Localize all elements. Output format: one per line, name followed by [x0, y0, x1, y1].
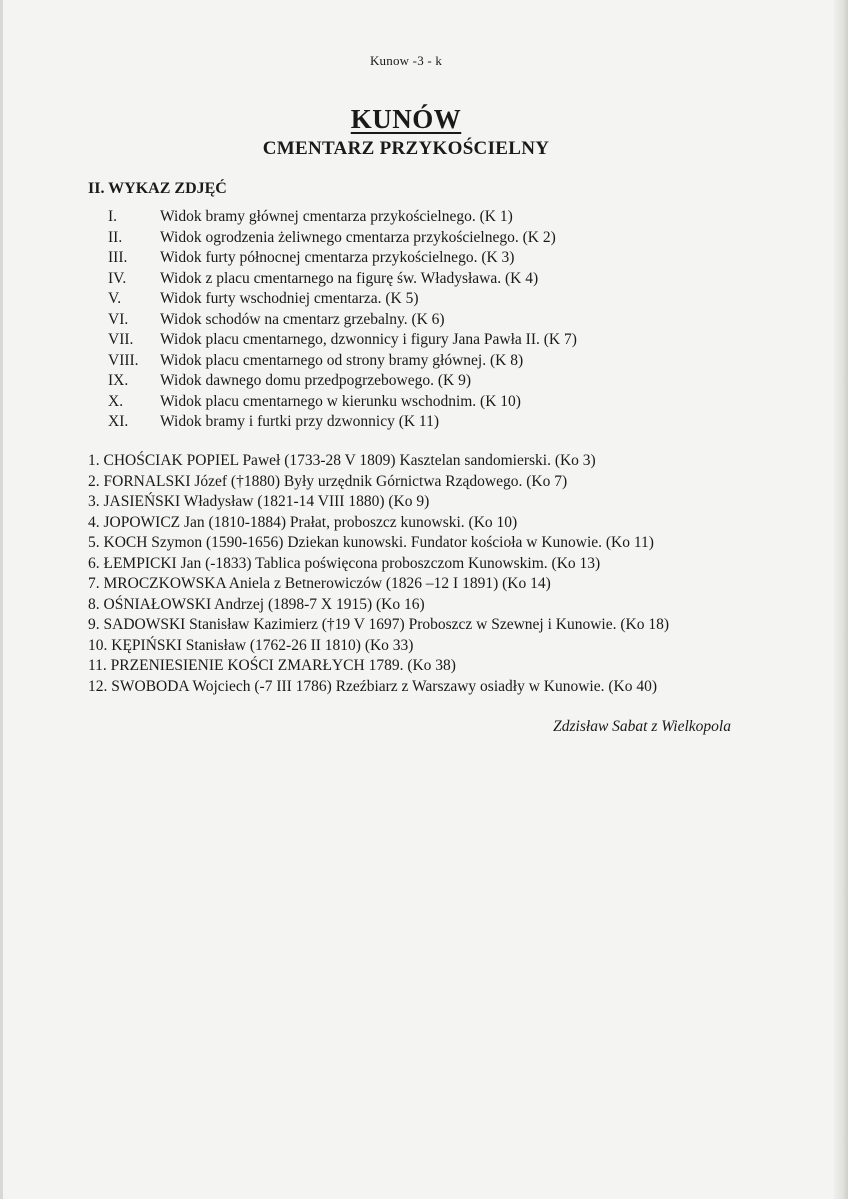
photo-description: Widok placu cmentarnego w kierunku wschodnim. (K 10)	[160, 392, 521, 410]
photo-number: II.	[108, 228, 123, 246]
photo-description: Widok dawnego domu przedpogrzebowego. (K 9)	[160, 372, 472, 389]
photo-number: XI.	[108, 413, 129, 430]
photo-item	[108, 248, 748, 269]
person-entry: 8. OŚNIAŁOWSKI Andrzej (1898-7 X 1915) (Ko 16)	[88, 595, 425, 613]
page-subtitle: CMENTARZ PRZYKOŚCIELNY	[262, 138, 550, 159]
person-entry: 11. PRZENIESIENIE KOŚCI ZMARŁYCH 1789. (Ko 38)	[88, 657, 456, 674]
photo-item	[108, 392, 748, 413]
page-edge-right	[834, 0, 848, 1199]
person-entry: 5. KOCH Szymon (1590-1656) Dziekan kunowski. Fundator kościoła w Kunowie. (Ko 11)	[88, 534, 654, 551]
photo-item	[108, 412, 748, 433]
author-signature: Zdzisław Sabat z Wielkopola	[553, 718, 731, 735]
photo-number: VIII.	[108, 351, 139, 369]
photo-description: Widok bramy i furtki przy dzwonnicy (K 11)	[160, 413, 440, 430]
photo-description: Widok ogrodzenia żeliwnego cmentarza przykościelnego. (K 2)	[160, 228, 556, 246]
photo-number: X.	[108, 392, 124, 410]
person-entry: 4. JOPOWICZ Jan (1810-1884) Prałat, proboszcz kunowski. (Ko 10)	[88, 513, 518, 531]
photo-number: V.	[108, 290, 122, 307]
photo-item	[108, 330, 748, 351]
photo-description: Widok schodów na cmentarz grzebalny. (K 6)	[160, 310, 445, 328]
person-entry: 12. SWOBODA Wojciech (-7 III 1786) Rzeźbiarz z Warszawy osiadły w Kunowie. (Ko 40)	[88, 677, 657, 695]
photo-item	[108, 351, 748, 372]
photo-description: Widok placu cmentarnego, dzwonnicy i figury Jana Pawła II. (K 7)	[160, 331, 577, 348]
photo-description: Widok furty północnej cmentarza przykościelnego. (K 3)	[160, 249, 515, 266]
person-entry: 10. KĘPIŃSKI Stanisław (1762-26 II 1810) (Ko 33)	[88, 636, 414, 654]
photo-description: Widok bramy głównej cmentarza przykościelnego. (K 1)	[160, 208, 513, 225]
photo-number: I.	[108, 208, 118, 225]
photo-item	[108, 207, 748, 228]
photo-item	[108, 269, 748, 290]
page-title	[0, 104, 812, 135]
person-entry: 6. ŁEMPICKI Jan (-1833) Tablica poświęcona proboszczom Kunowskim. (Ko 13)	[88, 554, 601, 572]
photo-item	[108, 228, 748, 249]
page-code: Kunow -3 - k	[369, 53, 443, 68]
page-edge-left	[0, 0, 3, 1199]
photo-number: VI.	[108, 310, 129, 328]
section-heading: II. WYKAZ ZDJĘĆ	[88, 180, 227, 197]
photo-item	[108, 310, 748, 331]
photo-number: VII.	[108, 331, 134, 348]
photo-description: Widok furty wschodniej cmentarza. (K 5)	[160, 290, 419, 307]
photo-list	[108, 207, 748, 433]
photo-number: IV.	[108, 269, 127, 287]
person-entry: 9. SADOWSKI Stanisław Kazimierz (†19 V 1697) Proboszcz w Szewnej i Kunowie. (Ko 18)	[88, 616, 670, 633]
photo-number: III.	[108, 249, 128, 266]
photo-description: Widok z placu cmentarnego na figurę św. Władysława. (K 4)	[160, 269, 539, 287]
photo-item	[108, 289, 748, 310]
person-entry: 2. FORNALSKI Józef (†1880) Były urzędnik Górnictwa Rządowego. (Ko 7)	[88, 472, 568, 490]
photo-number: IX.	[108, 372, 129, 389]
person-list	[88, 451, 768, 697]
photo-item	[108, 371, 748, 392]
photo-description: Widok placu cmentarnego od strony bramy głównej. (K 8)	[160, 351, 524, 369]
person-entry: 1. CHOŚCIAK POPIEL Paweł (1733-28 V 1809) Kasztelan sandomierski. (Ko 3)	[88, 452, 596, 469]
person-entry: 3. JASIEŃSKI Władysław (1821-14 VIII 1880) (Ko 9)	[88, 493, 430, 510]
page-title-text: KUNÓW	[350, 104, 462, 134]
person-entry: 7. MROCZKOWSKA Aniela z Betnerowiczów (1826 –12 I 1891) (Ko 14)	[88, 575, 551, 592]
